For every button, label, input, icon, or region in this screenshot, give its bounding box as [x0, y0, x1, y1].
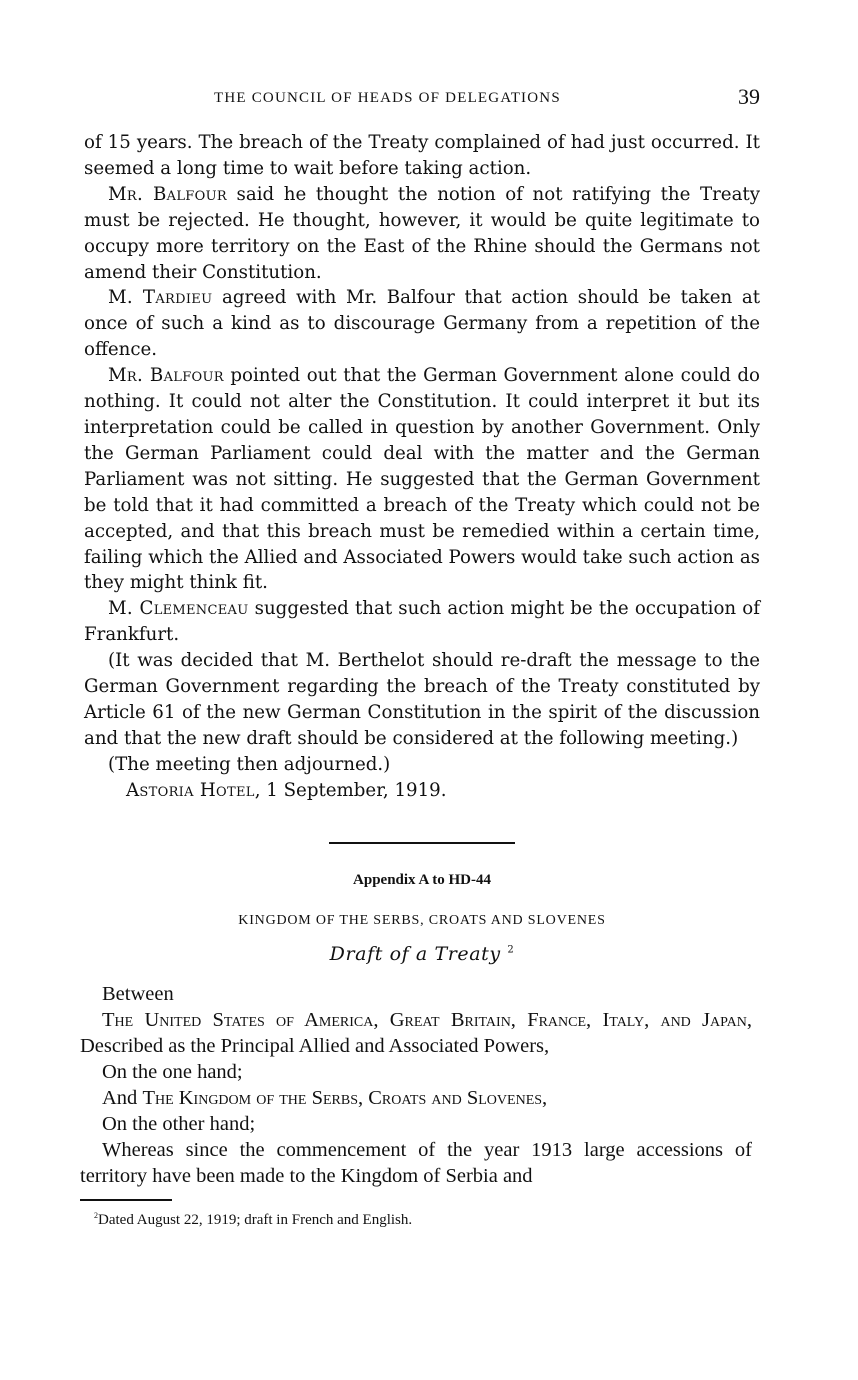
paragraph-adjourned: (The meeting then adjourned.) [108, 753, 391, 775]
draft-title-text: Draft of a Treaty [329, 942, 501, 965]
speaker-name: M. Clemenceau [108, 598, 249, 620]
powers-description: , Described as the Principal Allied and Associated Powers, [80, 1008, 752, 1057]
speaker-name: M. Tardieu [108, 287, 213, 309]
document-page [80, 84, 761, 1229]
footnote-reference: 2 [507, 944, 515, 956]
page-number: 39 [738, 84, 760, 109]
paragraph-balfour-1 [84, 182, 760, 286]
kingdom-comma: , [542, 1086, 548, 1109]
treaty-whereas: Whereas since the commencement of the year 1913 large accessions of territory have been made to the Kingdom of Serbia and [80, 1138, 752, 1187]
place-name: Astoria Hotel [126, 779, 255, 801]
paragraph-continued: of 15 years. The breach of the Treaty complained of had just occurred. It seemed a long time to wait before taking action. [84, 132, 760, 179]
paragraph-clemenceau [84, 596, 760, 648]
footnote-marker: 2 [94, 1210, 98, 1220]
treaty-between: Between [102, 982, 174, 1005]
treaty-text [80, 981, 752, 1189]
paragraph-text: suggested that such action might be the occupation of Frankfurt. [84, 598, 760, 646]
place-date-line [84, 778, 760, 804]
running-header [84, 84, 760, 114]
appendix-heading: Appendix A to HD-44 [353, 871, 491, 888]
paragraph-balfour-2 [84, 363, 760, 596]
treaty-one-hand: On the one hand; [102, 1060, 243, 1083]
footnote-text: Dated August 22, 1919; draft in French and English. [98, 1211, 413, 1228]
kingdom-heading: KINGDOM OF THE SERBS, CROATS AND SLOVENES [238, 912, 606, 928]
and-word: And [102, 1086, 143, 1109]
paragraph-text: agreed with Mr. Balfour that action should be taken at once of such a kind as to discourage Germany from a repetition of the offence. [84, 287, 761, 361]
minutes-text [84, 130, 760, 804]
running-title: THE COUNCIL OF HEADS OF DELEGATIONS [214, 90, 561, 106]
meeting-date: , 1 September, 1919. [254, 779, 447, 801]
treaty-kingdom [80, 1085, 752, 1111]
paragraph-tardieu [84, 285, 760, 363]
footnote [84, 1211, 760, 1229]
powers-names: The United States of America, Great Britain, France, Italy, and Japan [102, 1008, 747, 1031]
treaty-other-hand: On the other hand; [102, 1112, 256, 1135]
section-divider [329, 842, 515, 844]
speaker-name: Mr. Balfour [108, 183, 227, 205]
speaker-name: Mr. Balfour [108, 365, 224, 387]
footnote-divider [80, 1199, 172, 1201]
draft-title [84, 943, 760, 965]
paragraph-text: said he thought the notion of not ratifying the Treaty must be rejected. He thought, however, it would be quite legitimate to occupy more territory on the East of the Rhine should the Germans not amend their Constitution. [84, 183, 760, 283]
treaty-powers [80, 1007, 752, 1059]
paragraph-text: pointed out that the German Government alone could do nothing. It could not alter the Constitution. It could interpret it but its interpretation could be called in question by another Government. Only the German Parliament could deal with the matter and the German Parliament was not sitting. He suggested that the German Government be told that it had committed a breach of the Treaty which could not be accepted, and that this breach must be remedied within a certain time, failing which the Allied and Associated Powers would take such action as they might think fit. [84, 365, 760, 594]
kingdom-name: The Kingdom of the Serbs, Croats and Slovenes [142, 1086, 543, 1109]
paragraph-decision: (It was decided that M. Berthelot should re-draft the message to the German Government regarding the breach of the Treaty constituted by Article 61 of the new German Constitution in the spirit of the discussion and that the new draft should be considered at the following meeting.) [84, 650, 760, 749]
